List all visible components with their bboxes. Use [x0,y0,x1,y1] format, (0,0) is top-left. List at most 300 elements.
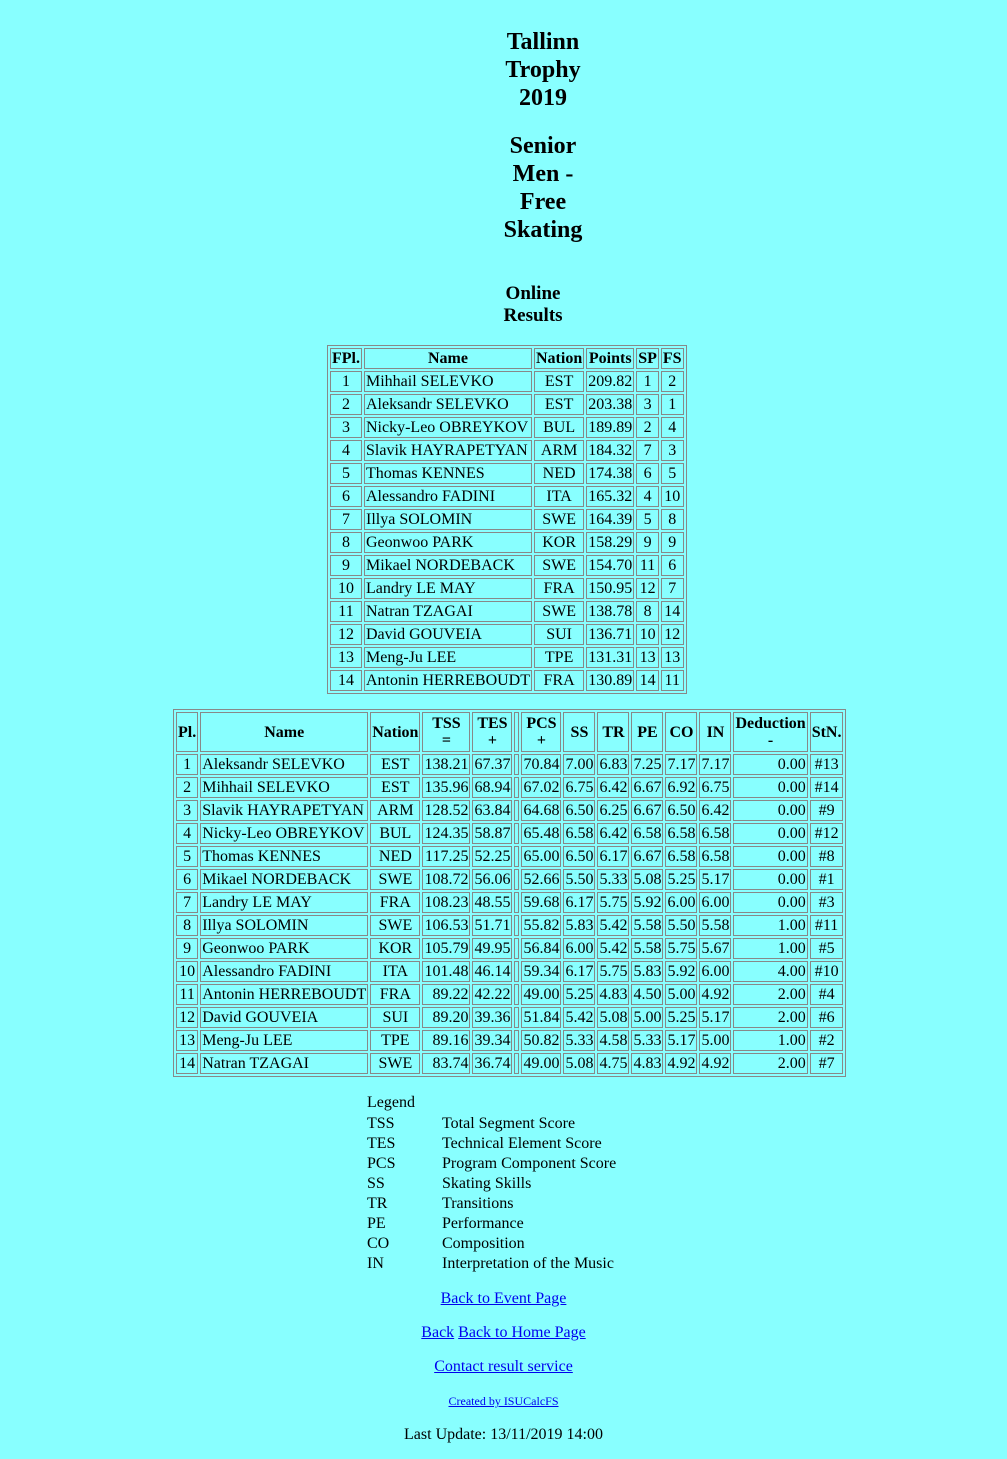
cell-fpl: 8 [330,532,362,553]
cell-pl: 14 [176,1053,198,1074]
back-to-event-page-link[interactable]: Back to Event Page [440,1290,567,1307]
segment-title-line: Men - [512,161,574,187]
legend-item [367,1134,616,1154]
overall-header-row [330,348,684,369]
cell-ss: 6.17 [565,894,594,911]
cell-co: 6.58 [667,825,696,842]
cell-ss: 5.50 [565,871,594,888]
overall-row [330,509,684,530]
cell-ss: 6.58 [565,825,594,842]
pcs-label: PCS [526,715,557,732]
cell-stn: #12 [810,823,844,844]
legend-abbr: SS [367,1175,385,1192]
cell-sp: 12 [636,578,659,599]
cell-tr: 6.17 [599,848,628,865]
cell-deduction: 0.00 [733,846,807,867]
cell-nation: TPE [534,647,584,668]
cell-pe: 5.00 [633,1009,662,1026]
cell-separator [514,938,519,959]
overall-row [330,578,684,599]
legend-item [367,1234,616,1254]
legend-item [367,1154,616,1174]
cell-pcs: 51.84 [523,1009,560,1026]
cell-name: David GOUVEIA [364,624,532,645]
cell-ss: 7.00 [565,756,594,773]
overall-row [330,555,684,576]
col-separator [514,712,519,752]
cell-in: 5.17 [701,871,730,888]
cell-pl: 11 [176,984,198,1005]
cell-tr: 4.58 [599,1032,628,1049]
cell-pcs: 67.02 [523,779,560,796]
cell-pcs: 56.84 [523,940,560,957]
cell-deduction: 4.00 [733,961,807,982]
subtitle-line: Online [505,283,561,304]
event-page-link-row [0,1290,1007,1308]
segment-row [176,823,843,844]
cell-co: 5.25 [667,871,696,888]
legend-desc: Transitions [442,1195,514,1212]
col-tr: TR [597,712,629,752]
cell-pl: 8 [176,915,198,936]
legend-desc: Interpretation of the Music [442,1255,614,1272]
cell-sp: 8 [636,601,659,622]
cell-fs: 4 [661,417,684,438]
legend-item [367,1114,616,1134]
cell-points: 184.32 [588,442,633,459]
col-name: Name [200,712,368,752]
cell-points: 136.71 [588,626,633,643]
cell-name: Thomas KENNES [200,846,368,867]
cell-pcs: 55.82 [523,917,560,934]
cell-in: 5.00 [701,1032,730,1049]
cell-deduction: 1.00 [733,1030,807,1051]
back-link[interactable]: Back [421,1324,455,1341]
cell-in: 5.67 [701,940,730,957]
cell-tes: 58.87 [474,825,511,842]
cell-separator [514,1053,519,1074]
cell-fs: 13 [661,647,684,668]
cell-pe: 6.67 [633,802,662,819]
cell-fpl: 9 [330,555,362,576]
cell-nation: ARM [370,800,420,821]
cell-fpl: 11 [330,601,362,622]
cell-pl: 1 [176,754,198,775]
cell-pl: 2 [176,777,198,798]
cell-nation: FRA [534,578,584,599]
overall-row [330,486,684,507]
cell-sp: 3 [636,394,659,415]
cell-co: 6.58 [667,848,696,865]
cell-deduction: 0.00 [733,892,807,913]
cell-points: 150.95 [588,580,633,597]
col-pe: PE [631,712,663,752]
cell-tr: 4.83 [599,986,628,1003]
cell-tes: 49.95 [474,940,511,957]
cell-separator [514,961,519,982]
cell-co: 7.17 [667,756,696,773]
cell-in: 6.58 [701,848,730,865]
segment-row [176,938,843,959]
overall-row [330,394,684,415]
cell-co: 5.00 [667,986,696,1003]
event-title-line: Trophy [505,57,581,83]
segment-row [176,1030,843,1051]
col-ss: SS [563,712,595,752]
cell-deduction: 1.00 [733,915,807,936]
cell-deduction: 0.00 [733,777,807,798]
cell-tes: 51.71 [474,917,511,934]
legend-desc: Program Component Score [442,1155,617,1172]
cell-nation: EST [534,394,584,415]
cell-nation: SWE [534,555,584,576]
cell-name: Natran TZAGAI [200,1053,368,1074]
cell-nation: SUI [534,624,584,645]
segment-row [176,984,843,1005]
cell-tss: 101.48 [424,963,469,980]
cell-pe: 5.33 [633,1032,662,1049]
cell-pcs: 59.34 [523,963,560,980]
back-to-home-page-link[interactable]: Back to Home Page [458,1324,586,1341]
cell-tr: 6.25 [599,802,628,819]
segment-title-line: Skating [503,217,583,243]
cell-in: 4.92 [701,1055,730,1072]
segment-title-line: Free [519,189,567,215]
cell-name: Meng-Ju LEE [200,1030,368,1051]
cell-tr: 4.75 [599,1055,628,1072]
cell-points: 209.82 [588,373,633,390]
cell-ss: 6.00 [565,940,594,957]
cell-tes: 39.36 [474,1009,511,1026]
cell-in: 6.42 [701,802,730,819]
cell-stn: #11 [810,915,844,936]
cell-co: 6.00 [667,894,696,911]
cell-separator [514,823,519,844]
cell-sp: 4 [636,486,659,507]
col-co: CO [665,712,697,752]
cell-name: Mikael NORDEBACK [364,555,532,576]
cell-co: 5.75 [667,940,696,957]
cell-tss: 138.21 [424,756,469,773]
cell-points: 158.29 [588,534,633,551]
cell-tes: 67.37 [474,756,511,773]
legend-desc: Skating Skills [442,1175,532,1192]
cell-points: 130.89 [588,672,633,689]
cell-pe: 7.25 [633,756,662,773]
event-title-line: 2019 [519,85,567,111]
contact-result-service-link[interactable]: Contact result service [434,1358,573,1375]
cell-sp: 14 [636,670,659,691]
cell-points: 174.38 [588,465,633,482]
segment-results-table [173,709,846,1077]
cell-pl: 10 [176,961,198,982]
cell-pl: 6 [176,869,198,890]
cell-ss: 6.50 [565,802,594,819]
event-title-line: Tallinn [506,29,580,55]
cell-pcs: 49.00 [523,986,560,1003]
cell-tss: 83.74 [422,1053,470,1074]
cell-deduction: 0.00 [733,869,807,890]
cell-name: Aleksandr SELEVKO [364,394,532,415]
cell-tes: 46.14 [474,963,511,980]
overall-row [330,624,684,645]
cell-tss: 135.96 [424,779,469,796]
cell-stn: #6 [810,1007,844,1028]
cell-pe: 5.83 [633,963,662,980]
col-tes [472,712,512,752]
cell-pcs: 70.84 [523,756,560,773]
cell-tr: 5.75 [599,963,628,980]
segment-row [176,754,843,775]
legend-abbr: IN [367,1255,384,1272]
contact-link-row [0,1358,1007,1376]
cell-name: Geonwoo PARK [364,532,532,553]
cell-tes: 63.84 [474,802,511,819]
cell-tes: 48.55 [474,894,511,911]
cell-fpl: 14 [330,670,362,691]
cell-co: 5.17 [667,1032,696,1049]
cell-co: 5.25 [667,1009,696,1026]
cell-ss: 5.83 [565,917,594,934]
cell-points: 165.32 [588,488,633,505]
event-title [493,28,593,112]
cell-in: 6.00 [701,894,730,911]
cell-tr: 6.42 [599,779,628,796]
col-nation: Nation [370,712,420,752]
segment-title [493,132,593,244]
cell-nation: NED [370,846,420,867]
cell-separator [514,1030,519,1051]
cell-nation: NED [534,463,584,484]
cell-nation: EST [534,371,584,392]
cell-tr: 5.42 [599,940,628,957]
cell-co: 5.92 [667,963,696,980]
col-tss [422,712,470,752]
cell-fpl: 4 [330,440,362,461]
cell-fs: 6 [661,555,684,576]
cell-pe: 5.08 [633,871,662,888]
cell-fpl: 7 [330,509,362,530]
cell-points: 164.39 [588,511,633,528]
cell-pe: 6.67 [633,848,662,865]
cell-fs: 1 [661,394,684,415]
cell-fpl: 13 [330,647,362,668]
cell-deduction: 0.00 [733,800,807,821]
cell-sp: 9 [636,532,659,553]
cell-pe: 5.58 [633,917,662,934]
cell-fs: 12 [661,624,684,645]
cell-nation: BUL [370,823,420,844]
cell-separator [514,984,519,1005]
cell-nation: ITA [534,486,584,507]
col-name: Name [364,348,532,369]
cell-pl: 13 [176,1030,198,1051]
cell-tss: 117.25 [422,846,470,867]
cell-fpl: 2 [330,394,362,415]
cell-sp: 7 [636,440,659,461]
cell-ss: 5.08 [565,1055,594,1072]
last-update: Last Update: 13/11/2019 14:00 [404,1426,603,1443]
cell-fpl: 6 [330,486,362,507]
cell-name: Aleksandr SELEVKO [200,754,368,775]
cell-sp: 1 [636,371,659,392]
cell-ss: 5.42 [565,1009,594,1026]
deduction-symbol: - [767,732,774,749]
cell-stn: #2 [810,1030,844,1051]
cell-separator [514,846,519,867]
cell-name: David GOUVEIA [200,1007,368,1028]
cell-separator [514,869,519,890]
created-by-row [0,1394,1007,1409]
legend-abbr: TES [367,1135,396,1152]
col-pcs [521,712,561,752]
overall-row [330,601,684,622]
cell-pe: 6.58 [633,825,662,842]
cell-tss: 108.23 [424,894,469,911]
segment-row [176,777,843,798]
cell-separator [514,754,519,775]
cell-stn: #13 [810,754,844,775]
cell-name: Geonwoo PARK [200,938,368,959]
overall-row [330,647,684,668]
cell-pe: 4.83 [633,1055,662,1072]
cell-fs: 9 [661,532,684,553]
cell-nation: KOR [534,532,584,553]
pcs-symbol: + [536,732,547,749]
cell-nation: FRA [370,892,420,913]
cell-fpl: 1 [330,371,362,392]
cell-name: Alessandro FADINI [200,961,368,982]
cell-fpl: 12 [330,624,362,645]
overall-row [330,371,684,392]
cell-pe: 6.67 [633,779,662,796]
cell-points: 131.31 [588,649,633,666]
cell-fpl: 5 [330,463,362,484]
home-links-row [0,1324,1007,1342]
cell-pcs: 65.00 [523,848,560,865]
cell-nation: ARM [534,440,584,461]
col-in: IN [699,712,731,752]
cell-name: Slavik HAYRAPETYAN [200,800,368,821]
cell-pl: 7 [176,892,198,913]
cell-tss: 106.53 [424,917,469,934]
cell-fs: 8 [661,509,684,530]
col-points: Points [586,348,634,369]
cell-stn: #5 [810,938,844,959]
cell-pl: 5 [176,846,198,867]
cell-pl: 9 [176,938,198,959]
cell-in: 7.17 [701,756,730,773]
cell-ss: 5.33 [565,1032,594,1049]
legend-abbr: TR [367,1195,388,1212]
cell-in: 6.75 [701,779,730,796]
legend-title: Legend [367,1094,415,1111]
legend-desc: Technical Element Score [442,1135,602,1152]
segment-row [176,869,843,890]
cell-tes: 39.34 [474,1032,511,1049]
legend-item [367,1174,616,1194]
cell-ss: 6.75 [565,779,594,796]
segment-row [176,961,843,982]
cell-deduction: 0.00 [733,823,807,844]
cell-name: Landry LE MAY [200,892,368,913]
cell-fs: 14 [661,601,684,622]
col-nation: Nation [536,350,583,367]
cell-fs: 7 [661,578,684,599]
cell-nation: EST [370,777,420,798]
tss-symbol: = [441,732,452,749]
legend-item [367,1254,616,1274]
segment-row [176,846,843,867]
cell-points: 138.78 [588,603,633,620]
tss-label: TSS [432,715,461,732]
cell-ss: 5.25 [565,986,594,1003]
cell-tes: 52.25 [474,848,511,865]
cell-tss: 128.52 [424,802,469,819]
cell-in: 4.92 [701,986,730,1003]
cell-tes: 42.22 [474,986,511,1003]
cell-pl: 4 [176,823,198,844]
cell-fs: 10 [661,486,684,507]
cell-pl: 3 [176,800,198,821]
cell-tr: 5.08 [599,1009,628,1026]
cell-nation: ITA [370,961,420,982]
legend-abbr: PCS [367,1155,396,1172]
overall-row [330,532,684,553]
cell-points: 154.70 [588,557,633,574]
cell-name: Antonin HERREBOUDT [202,986,367,1003]
cell-pe: 5.58 [633,940,662,957]
cell-fs: 11 [661,670,684,691]
legend-abbr: CO [367,1235,390,1252]
cell-fs: 3 [661,440,684,461]
cell-points: 189.89 [588,419,633,436]
cell-nation: TPE [370,1030,420,1051]
online-results-heading [483,283,583,327]
cell-stn: #10 [810,961,844,982]
created-by-link[interactable]: Created by ISUCalcFS [448,1394,559,1408]
segment-row [176,1007,843,1028]
cell-points: 203.38 [588,396,633,413]
cell-sp: 2 [636,417,659,438]
segment-row [176,915,843,936]
cell-name: Landry LE MAY [364,578,532,599]
overall-row [330,670,684,691]
col-deduction [733,712,807,752]
cell-pl: 12 [176,1007,198,1028]
cell-name: Nicky-Leo OBREYKOV [364,417,532,438]
cell-nation: SWE [370,1053,420,1074]
segment-row [176,1053,843,1074]
cell-in: 6.58 [701,825,730,842]
cell-tr: 6.42 [599,825,628,842]
cell-pcs: 64.68 [523,802,560,819]
cell-name: Illya SOLOMIN [200,915,368,936]
cell-sp: 5 [636,509,659,530]
cell-pe: 4.50 [633,986,662,1003]
cell-sp: 11 [636,555,659,576]
cell-ss: 6.17 [565,963,594,980]
legend [367,1093,616,1274]
legend-item [367,1214,616,1234]
cell-separator [514,1007,519,1028]
cell-pcs: 50.82 [523,1032,560,1049]
cell-co: 6.92 [667,779,696,796]
overall-row [330,440,684,461]
cell-stn: #7 [810,1053,844,1074]
cell-tss: 89.22 [422,984,470,1005]
cell-fs: 2 [661,371,684,392]
